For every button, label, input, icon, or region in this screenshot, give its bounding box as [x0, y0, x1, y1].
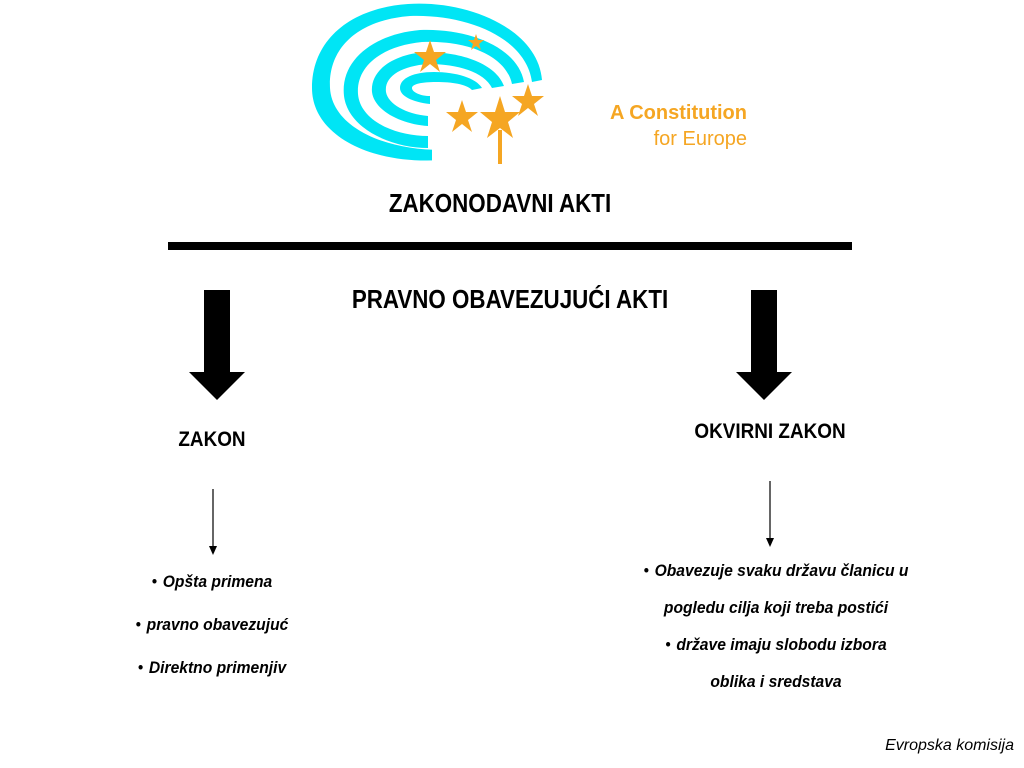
list-item: • Direktno primenjiv [137, 658, 287, 677]
list-item-continuation: oblika i sredstava [710, 672, 842, 691]
list-item: • Obavezuje svaku državu članicu u [643, 561, 909, 580]
list-item-continuation: pogledu cilja koji treba postići [663, 598, 889, 617]
arrow-down-left-icon [187, 290, 247, 402]
arrow-down-right-icon [734, 290, 794, 402]
okvirni-zakon-heading: OKVIRNI ZAKON [694, 420, 846, 443]
list-item: • Opšta primena [151, 572, 273, 591]
list-item: • pravno obavezujuć [135, 615, 289, 634]
diagram-title: ZAKONODAVNI AKTI [388, 188, 612, 218]
diagram-subtitle: PRAVNO OBAVEZUJUĆI AKTI [351, 284, 669, 314]
list-item: • države imaju slobodu izbora [665, 635, 887, 654]
bullet-icon: • [135, 615, 142, 634]
logo-title: A Constitution [609, 102, 747, 124]
zakon-properties-list [91, 572, 334, 701]
thin-arrow-left-icon [207, 489, 219, 555]
title-divider [168, 242, 852, 250]
european-parliament-logo [300, 0, 560, 170]
logo-subtitle: for Europe [653, 128, 747, 150]
bullet-icon: • [665, 635, 671, 654]
parliament-ring-icon [300, 0, 560, 170]
bullet-icon: • [151, 572, 158, 591]
thin-arrow-right-icon [764, 481, 776, 547]
zakon-heading: ZAKON [178, 428, 246, 451]
okvirni-zakon-properties-list [605, 561, 947, 709]
footer-credit: Evropska komisija [885, 737, 1014, 754]
bullet-icon: • [643, 561, 650, 580]
bullet-icon: • [137, 658, 144, 677]
